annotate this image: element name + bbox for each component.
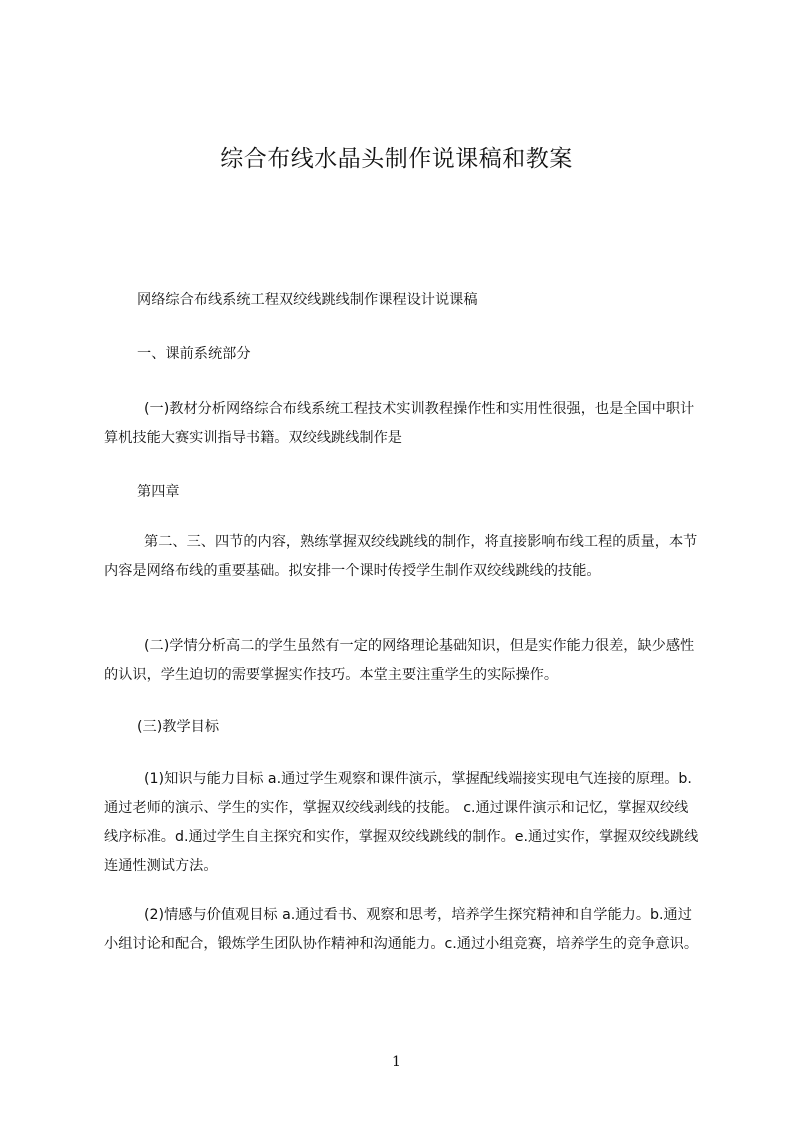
paragraph-subtitle: 网络综合布线系统工程双绞线跳线制作课程设计说课稿: [137, 292, 478, 308]
page-number: 1: [392, 1054, 401, 1070]
paragraph-knowledge-objective: (1)知识与能力目标 a.通过学生观察和课件演示，掌握配线端接实现电气连接的原理。b.通过老师的演示、学生的实作，掌握双绞线剥线的技能。 c.通过课件演示和记忆，掌握双绞线线序标准。d.通过学生自主探究和实作，掌握双绞线跳线的制作。e.通过实作，掌握双绞线跳线连通性测试方法。: [104, 771, 699, 874]
document-title: 综合布线水晶头制作说课稿和教案: [220, 146, 573, 172]
paragraph-learner-analysis: (二)学情分析高二的学生虽然有一定的网络理论基础知识，但是实作能力很差，缺少感性的认识，学生迫切的需要掌握实作技巧。本堂主要注重学生的实际操作。: [104, 638, 695, 683]
section-heading-1: 一、课前系统部分: [137, 346, 251, 362]
paragraph-emotion-objective: (2)情感与价值观目标 a.通过看书、观察和思考，培养学生探究精神和自学能力。b.通过小组讨论和配合，锻炼学生团队协作精神和沟通能力。c.通过小组竞赛，培养学生的竞争意识。: [104, 907, 699, 952]
paragraph-chapter: 第四章: [137, 484, 180, 500]
paragraph-textbook-analysis: (一)教材分析网络综合布线系统工程技术实训教程操作性和实用性很强，也是全国中职计算机技能大赛实训指导书籍。双绞线跳线制作是: [104, 401, 695, 446]
paragraph-content: 第二、三、四节的内容，熟练掌握双绞线跳线的制作，将直接影响布线工程的质量，本节内容是网络布线的重要基础。拟安排一个课时传授学生制作双绞线跳线的技能。: [104, 534, 698, 579]
section-heading-objectives: (三)教学目标: [137, 719, 220, 735]
